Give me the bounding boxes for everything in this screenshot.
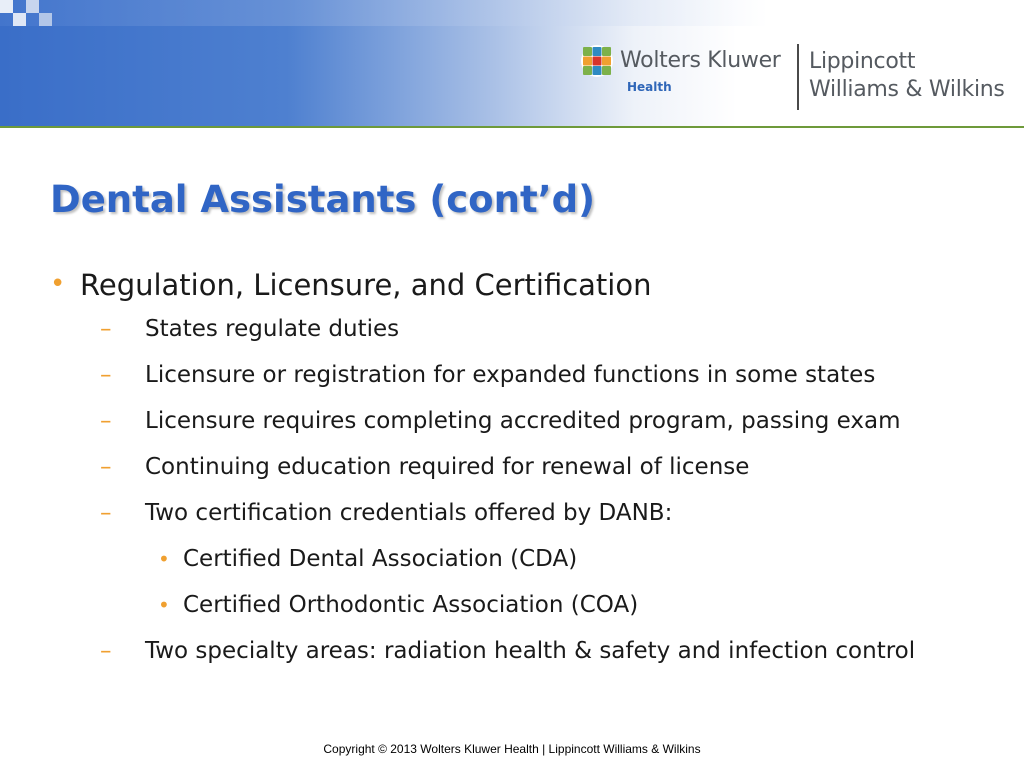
bullet-text: Certified Orthodontic Association (COA) [183,592,639,618]
logo-imprint-line1: Lippincott [809,49,916,74]
bullet-dash-icon: – [100,638,112,664]
slide-body [48,268,1008,684]
bullet-text: Certified Dental Association (CDA) [183,546,578,572]
decorative-squares [0,0,60,26]
bullet-level2 [48,362,1008,389]
bullet-level2 [48,454,1008,481]
bullet-text: Regulation, Licensure, and Certification [80,268,652,302]
footer-copyright: Copyright © 2013 Wolters Kluwer Health | Lippincott Williams & Wilkins [323,742,701,756]
decor-square [13,13,26,26]
logo-division-name: Health [627,80,672,94]
bullet-dash-icon: – [100,408,112,434]
bullet-dot-icon: • [158,547,170,571]
bullet-level2 [48,500,1008,527]
bullet-dash-icon: – [100,500,112,526]
header-band [0,0,1024,128]
wolters-kluwer-mark-icon [580,44,614,78]
bullet-level1 [48,268,1008,302]
bullet-text: Licensure requires completing accredited program, passing exam [145,408,901,434]
bullet-text: States regulate duties [145,316,400,342]
bullet-level2 [48,316,1008,343]
slide-title: Dental Assistants (cont’d) [50,178,596,221]
bullet-text: Licensure or registration for expanded functions in some states [145,362,876,388]
logo-company-name: Wolters Kluwer [620,48,781,73]
logo-imprint [809,48,1005,104]
bullet-level3 [48,546,1008,573]
decor-square [0,0,13,13]
bullet-level2 [48,638,1008,665]
bullet-dash-icon: – [100,362,112,388]
publisher-logo [580,42,1020,112]
decor-square [39,13,52,26]
logo-divider [797,44,799,110]
header-divider-line [0,126,1024,128]
bullet-dash-icon: – [100,316,112,342]
bullet-level2 [48,408,1008,435]
bullet-text: Two specialty areas: radiation health & safety and infection control [145,638,916,664]
bullet-text: Continuing education required for renewal of license [145,454,750,480]
bullet-text: Two certification credentials offered by DANB: [145,500,673,526]
bullet-dot-icon: • [50,269,66,299]
bullet-dash-icon: – [100,454,112,480]
bullet-dot-icon: • [158,593,170,617]
decor-square [26,0,39,13]
header-top-gradient [0,0,1024,26]
logo-imprint-line2: Williams & Wilkins [809,77,1005,102]
bullet-level3 [48,592,1008,619]
